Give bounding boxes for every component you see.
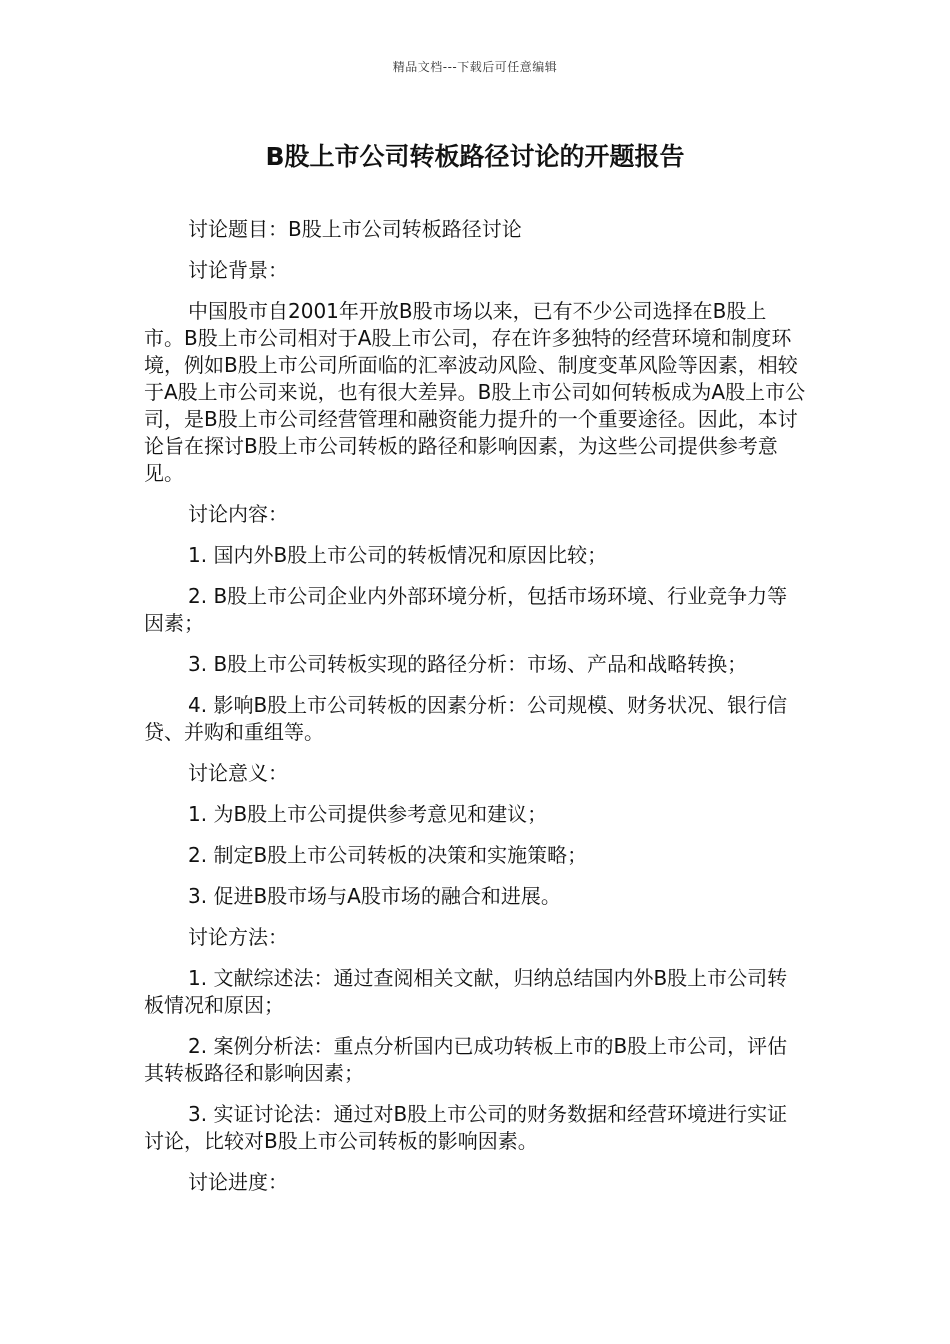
significance-item-2: 2. 制定B股上市公司转板的决策和实施策略； bbox=[188, 843, 588, 867]
method-item-1: 1. 文献综述法：通过查阅相关文献，归纳总结国内外B股上市公司转板情况和原因； bbox=[144, 966, 788, 1017]
significance-item-3: 3. 促进B股市场与A股市场的融合和进展。 bbox=[188, 884, 561, 908]
significance-item-1: 1. 为B股上市公司提供参考意见和建议； bbox=[188, 802, 548, 826]
heading-content: 讨论内容： bbox=[188, 502, 288, 526]
heading-methods: 讨论方法： bbox=[188, 925, 288, 949]
paragraph-background: 中国股市自2001年开放B股市场以来，已有不少公司选择在B股上市。B股上市公司相对于A股上市公司，存在许多独特的经营环境和制度环境，例如B股上市公司所面临的汇率波动风险、制度变革风险等因素，相较于A股上市公司来说，也有很大差异。B股上市公司如何转板成为A股上市公司，是B股上市公司经营管理和融资能力提升的一个重要途径。因此，本讨论旨在探讨B股上市公司转板的路径和影响因素，为这些公司提供参考意见。 bbox=[144, 299, 806, 485]
content-item-2: 2. B股上市公司企业内外部环境分析，包括市场环境、行业竞争力等因素； bbox=[144, 584, 788, 635]
heading-schedule: 讨论进度： bbox=[188, 1170, 288, 1194]
document-body bbox=[144, 216, 806, 1210]
content-item-1: 1. 国内外B股上市公司的转板情况和原因比较； bbox=[188, 543, 608, 567]
content-item-4: 4. 影响B股上市公司转板的因素分析：公司规模、财务状况、银行信贷、并购和重组等。 bbox=[144, 693, 788, 744]
method-item-2: 2. 案例分析法：重点分析国内已成功转板上市的B股上市公司，评估其转板路径和影响因素； bbox=[144, 1034, 788, 1085]
page-header-note: 精品文档---下载后可任意编辑 bbox=[392, 60, 558, 74]
method-item-3: 3. 实证讨论法：通过对B股上市公司的财务数据和经营环境进行实证讨论，比较对B股上市公司转板的影响因素。 bbox=[144, 1102, 788, 1153]
heading-background: 讨论背景： bbox=[188, 258, 288, 282]
heading-significance: 讨论意义： bbox=[188, 761, 288, 785]
paragraph-topic: 讨论题目：B股上市公司转板路径讨论 bbox=[188, 217, 522, 241]
document-title: B股上市公司转板路径讨论的开题报告 bbox=[265, 142, 685, 171]
content-item-3: 3. B股上市公司转板实现的路径分析：市场、产品和战略转换； bbox=[188, 652, 748, 676]
